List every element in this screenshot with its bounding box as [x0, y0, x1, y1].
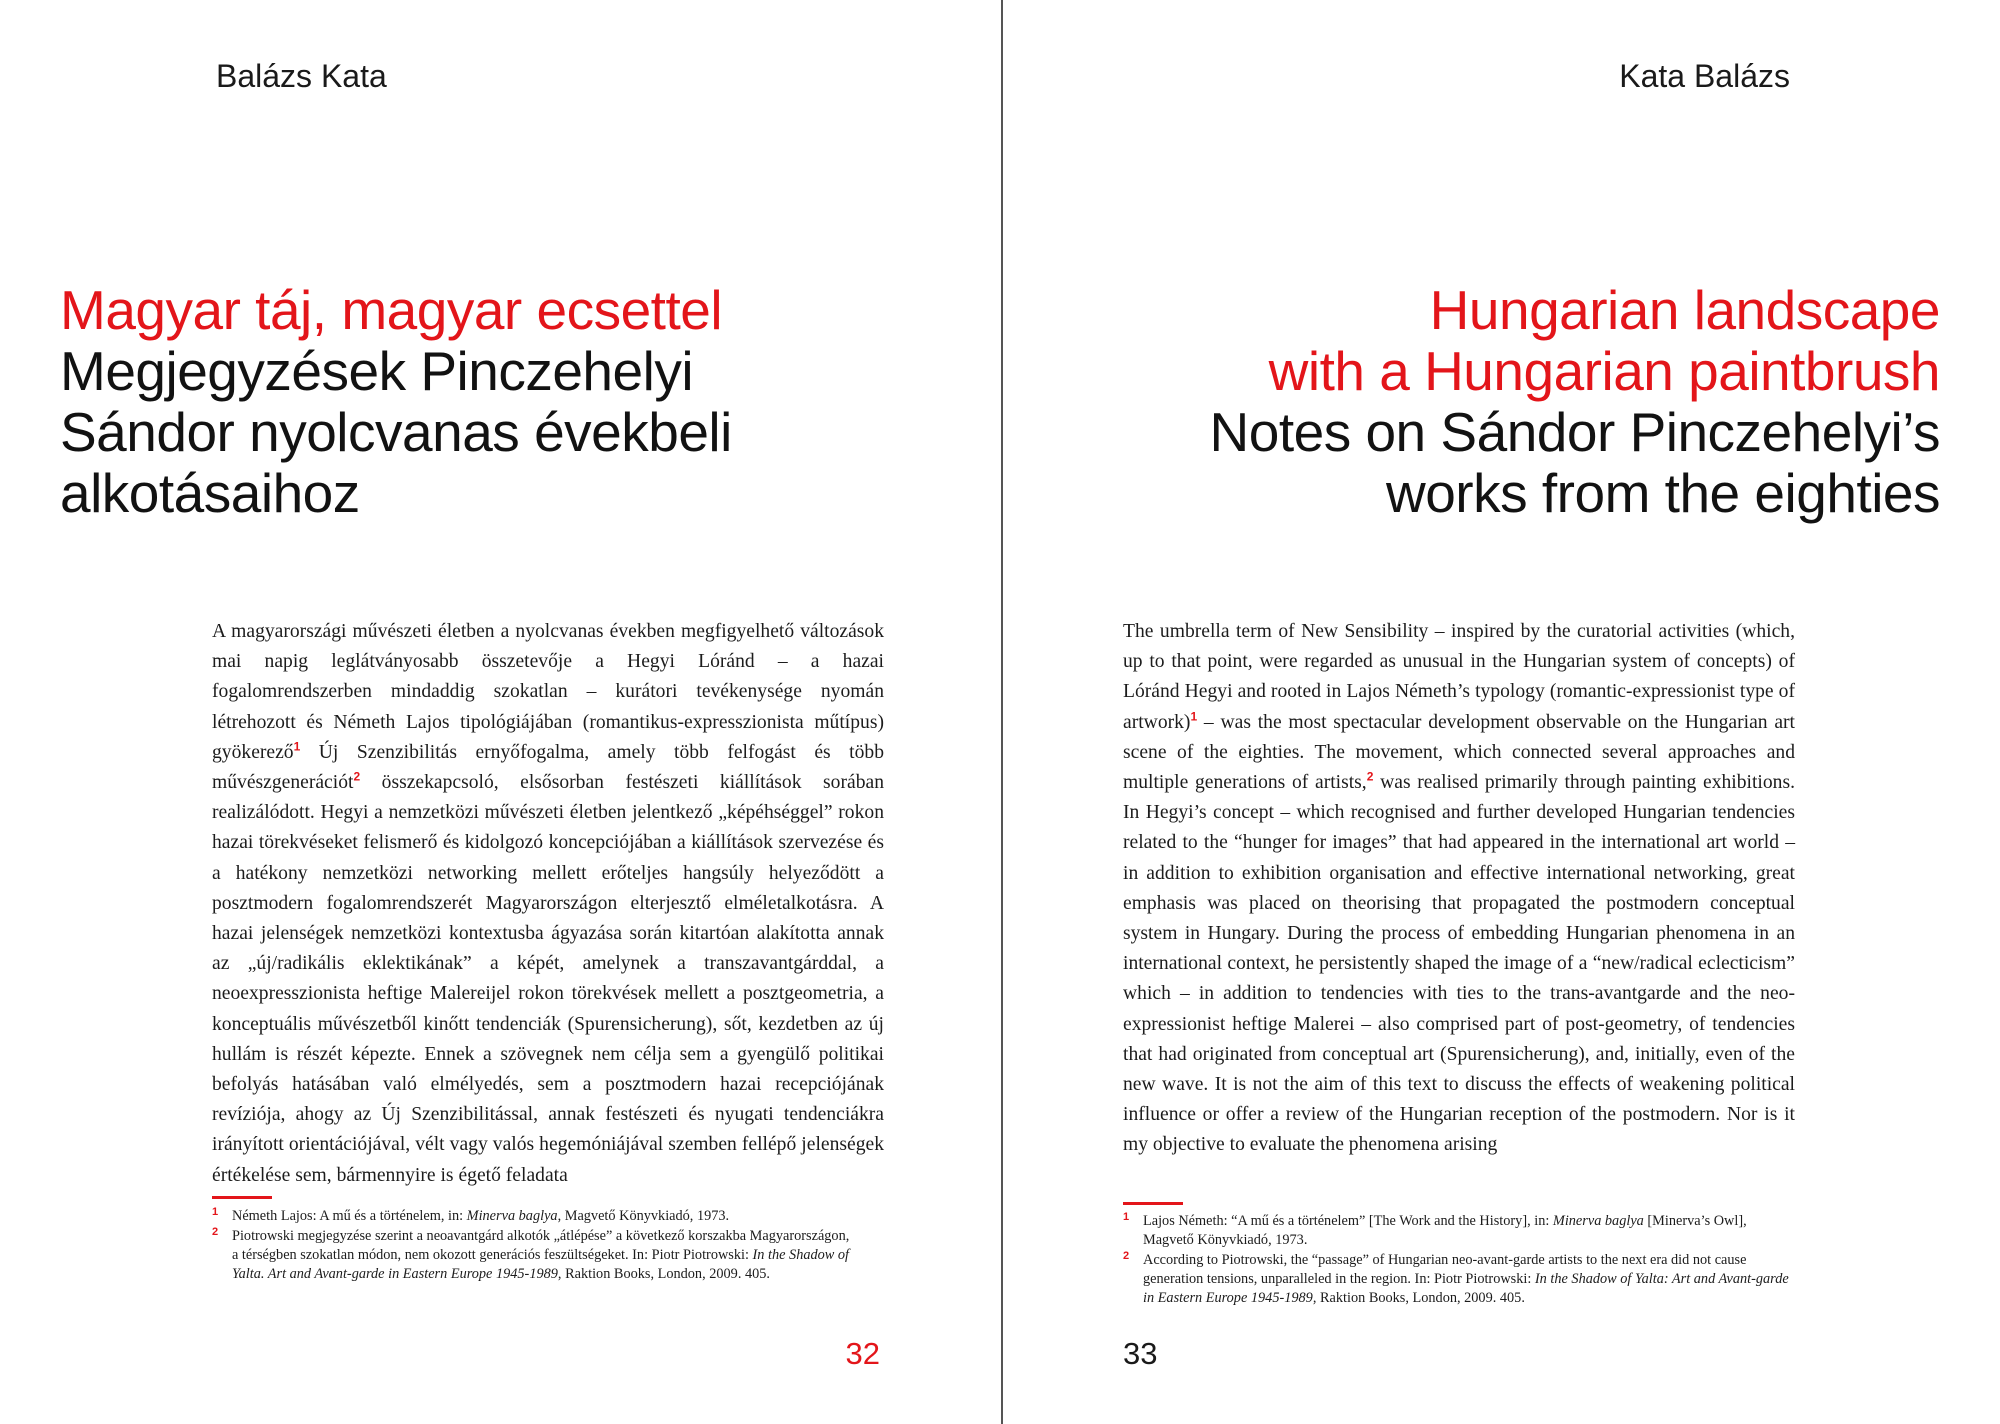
footnote-book-title: Minerva baglya: [1552, 1213, 1644, 1229]
footnote-text-part: According to Piotrowski, the “passage” of Hungarian neo-avant-garde artists to the next era did not cause generation tensions, unparalleled in the region. In: Piotr Piotrowski:: [1143, 1252, 1747, 1287]
left-footnote-number: 2: [212, 1226, 219, 1238]
left-title-subtitle: Megjegyzések Pinczehelyi Sándor nyolcvanas évekbeli alkotásaihoz: [60, 340, 732, 524]
left-body-text: [212, 617, 884, 1191]
left-footnote-2: [212, 1227, 852, 1284]
right-author: Kata Balázs: [1619, 58, 1790, 94]
right-footnote-2: [1123, 1251, 1795, 1308]
right-footnote-text: [1143, 1251, 1795, 1308]
right-footnote-ref-1[interactable]: 1: [1190, 709, 1198, 724]
right-body-part-3: was realised primarily through painting exhibitions. In Hegyi’s concept – which recognised and further developed Hungarian tendencies related to the “hunger for images” that had appeared in the international art world – in addition to exhibition organisation and effective international networking, great emphasis was placed on theorising that propagated the postmodern conceptual system in Hungary. During the process of embedding Hungarian phenomena in an international context, he persistently shaped the image of a “new/radical eclecticism” which – in addition to tendencies with ties to the trans-avantgarde and the neo-expressionist heftige Malerei – also comprised part of post-geometry, of tendencies that had originated from conceptual art (Spurensicherung), and, initially, even of the new wave. It is not the aim of this text to discuss the effects of weakening political influence or offer a review of the Hungarian reception of the postmodern. Nor is it my objective to evaluate the phenomena arising: [1123, 772, 1795, 1156]
right-body-text: [1123, 617, 1795, 1161]
right-footnote-ref-2[interactable]: 2: [1366, 769, 1374, 784]
right-title-main: Hungarian landscape with a Hungarian paintbrush: [1268, 279, 1940, 402]
left-author: Balázs Kata: [216, 58, 387, 94]
left-footnote-text: [232, 1207, 852, 1226]
right-footnote-number: 1: [1123, 1211, 1130, 1223]
left-footnote-ref-2[interactable]: 2: [353, 769, 361, 784]
left-body-part-2: Új Szenzibilitás ernyőfogalma, amely több felfogást és több művészgenerációt: [212, 741, 884, 794]
left-page-number: 32: [845, 1336, 880, 1371]
left-footnote-1: [212, 1207, 852, 1226]
footnote-book-title: In the Shadow of Yalta. Art and Avant-garde in Eastern Europe 1945-1989: [232, 1247, 850, 1282]
right-footnote-text: [1143, 1212, 1795, 1250]
footnote-text-part: , Raktion Books, London, 2009. 405.: [557, 1266, 770, 1282]
right-title: [1040, 280, 1940, 524]
right-footnote-number: 2: [1123, 1250, 1130, 1262]
footnote-text-part: , Magvető Könyvkiadó, 1973.: [557, 1208, 730, 1224]
left-footnote-text: [232, 1227, 852, 1284]
left-footnote-rule: [212, 1196, 272, 1199]
left-footnotes: [212, 1207, 852, 1285]
right-footnotes: [1123, 1212, 1795, 1309]
right-page: [1000, 0, 2000, 1424]
left-title: [60, 280, 960, 524]
right-body-part-1: The umbrella term of New Sensibility – inspired by the curatorial activities (which, up to that point, were regarded as unusual in the Hungarian system of concepts) of Lóránd Hegyi and rooted in Lajos Németh’s typology (romantic-expressionist type of artwork): [1123, 621, 1795, 733]
left-footnote-number: 1: [212, 1206, 219, 1218]
footnote-book-title: Minerva baglya: [466, 1208, 558, 1224]
footnote-text-part: Lajos Németh: “A mű és a történelem” [The Work and the History], in:: [1143, 1213, 1553, 1229]
right-title-subtitle: Notes on Sándor Pinczehelyi’s works from the eighties: [1209, 401, 1940, 524]
right-body-part-2: – was the most spectacular development observable on the Hungarian art scene of the eighties. The movement, which connected several approaches and multiple generations of artists,: [1123, 711, 1795, 794]
footnote-text-part: Németh Lajos: A mű és a történelem, in:: [232, 1208, 467, 1224]
footnote-text-part: [Minerva’s Owl], Magvető Könyvkiadó, 1973.: [1143, 1213, 1747, 1248]
left-title-main: Magyar táj, magyar ecsettel: [60, 279, 723, 341]
right-footnote-rule: [1123, 1202, 1183, 1205]
left-footnote-ref-1[interactable]: 1: [293, 739, 301, 754]
right-page-number: 33: [1123, 1336, 1158, 1371]
right-footnote-1: [1123, 1212, 1795, 1250]
left-body-part-3: összekapcsoló, elsősorban festészeti kiállítások sorában realizálódott. Hegyi a nemzetközi művészeti életben jelentkező „képéhséggel” rokon hazai törekvéseket felismerő és kidolgozó koncepciójában a kiállítások szervezése és a hatékony nemzetközi networking mellett erőteljes hangsúly helyeződött a posztmodern fogalomrendszerét Magyarországon elterjesztő elméletalkotásra. A hazai jelenségek nemzetközi kontextusba ágyazása során kitartóan alakította annak az „új/radikális eklektikának” a képét, amelynek a transzavantgárddal, a neoexpresszionista heftige Malereijel rokon törekvések mellett a posztgeometria, a konceptuális művészetből kinőtt tendenciák (Spurensicherung), sőt, kezdetben az új hullám is részét képezte. Ennek a szövegnek nem célja sem a gyengülő politikai befolyás hatásában való elmélyedés, sem a posztmodern hazai recepciójának revíziója, ahogy az Új Szenzibilitással, annak festészeti és nyugati tendenciákra irányított orientációjával, vélt vagy valós hegemóniájával szemben fellépő jelenségek értékelése sem, bármennyire is égető feladata: [212, 772, 884, 1186]
footnote-text-part: , Raktion Books, London, 2009. 405.: [1312, 1290, 1525, 1306]
footnote-text-part: Piotrowski megjegyzése szerint a neoavantgárd alkotók „átlépése” a következő korszakba Magyarországon, a térségben szokatlan módon, nem okozott generációs feszültségeket. In: Piotr Piotrowski:: [232, 1228, 850, 1263]
left-body-part-1: A magyarországi művészeti életben a nyolcvanas években megfigyelhető változások mai napig leglátványosabb összetevője a Hegyi Lóránd – a hazai fogalomrendszerben mindaddig szokatlan – kurátori tevékenysége nyomán létrehozott és Németh Lajos tipológiájában (romantikus-expresszionista műtípus) gyökerező: [212, 621, 884, 763]
footnote-book-title: In the Shadow of Yalta: Art and Avant-garde in Eastern Europe 1945-1989: [1143, 1271, 1789, 1306]
